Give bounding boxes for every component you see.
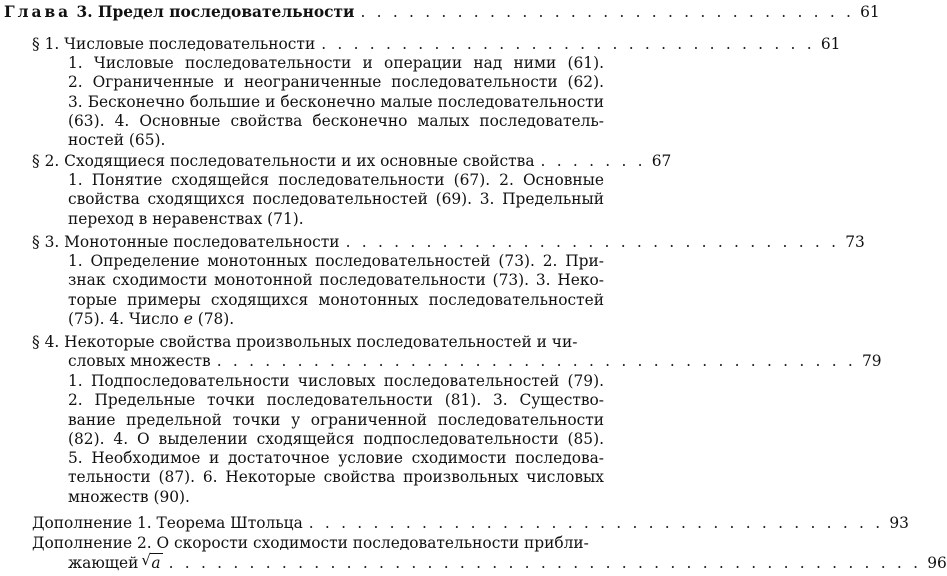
content-line: свойства сходящихся последовательностей (69). 3. Предельный bbox=[68, 190, 604, 209]
appendix-label: Дополнение 2. О скорости сходимости последовательности прибли- bbox=[32, 534, 589, 552]
appendix-page: 93 bbox=[889, 514, 909, 532]
toc-entry-section-4-line-1[interactable] bbox=[32, 333, 636, 352]
toc-entry-section-2[interactable] bbox=[32, 152, 672, 171]
sqrt-argument: a bbox=[151, 554, 161, 572]
sqrt-symbol bbox=[141, 551, 162, 573]
section-1-contents bbox=[68, 54, 604, 150]
chapter-title-row bbox=[4, 3, 354, 22]
content-line: ностей (65). bbox=[68, 131, 166, 150]
content-line: 1. Подпоследовательности числовых последовательностей (79). bbox=[68, 372, 604, 390]
chapter-page: 61 bbox=[860, 3, 880, 21]
chapter-heading[interactable] bbox=[4, 3, 880, 22]
content-line: (63). 4. Основные свойства бесконечно малых последователь- bbox=[68, 111, 604, 130]
content-line: 2. Предельные точки последовательности (81). 3. Существо- bbox=[68, 391, 604, 410]
content-line: переход в неравенствах (71). bbox=[68, 209, 304, 228]
toc-entry-appendix-1[interactable] bbox=[32, 514, 909, 533]
section-page: 73 bbox=[845, 233, 865, 251]
content-line: тельности (87). 6. Некоторые свойства произвольных числовых bbox=[68, 468, 604, 487]
section-label: § 1. Числовые последовательности bbox=[32, 35, 316, 53]
content-line: (82). 4. О выделении сходящейся подпоследовательности (85). bbox=[68, 429, 604, 448]
section-label: § 2. Сходящиеся последовательности и их основные свойства bbox=[32, 152, 535, 170]
section-4-contents bbox=[68, 372, 604, 507]
appendix-label: Дополнение 1. Теорема Штольца bbox=[32, 514, 303, 532]
content-line: знак сходимости монотонной последовательности (73). 3. Неко- bbox=[68, 271, 604, 290]
content-line: 2. Ограниченные и неограниченные последовательности (62). bbox=[68, 73, 604, 92]
section-3-contents bbox=[68, 252, 604, 329]
section-2-contents bbox=[68, 171, 604, 229]
appendix-page: 96 bbox=[927, 554, 947, 572]
toc-entry-appendix-2[interactable] bbox=[68, 551, 947, 573]
content-text: (75). 4. Число bbox=[68, 309, 179, 328]
toc-entry-appendix-2-line-1[interactable] bbox=[32, 534, 636, 553]
leader-dots: . . . . . . . . . . . . . . . . . . . . . . . . . . . . . . . bbox=[360, 3, 855, 21]
leader-dots: . . . . . . . . . . . . . . . . . . . . . . . . . . . . . . . . . . . . . . . . . . . . . . . bbox=[168, 554, 922, 572]
chapter-prefix: Глава bbox=[4, 3, 72, 21]
content-line: торые примеры сходящихся монотонных последовательностей bbox=[68, 290, 604, 309]
content-line bbox=[68, 310, 604, 329]
appendix-label-text: жающей bbox=[68, 554, 139, 572]
section-label-cont: словых множеств bbox=[68, 352, 211, 370]
appendix-label-cont bbox=[68, 551, 163, 573]
leader-dots: . . . . . . . . . . . . . . . . . . . . . . . . . . . . . . . . . . . . bbox=[308, 514, 884, 532]
radical-sign-icon: √ bbox=[141, 551, 151, 569]
section-page: 79 bbox=[862, 352, 882, 370]
toc-entry-section-1[interactable] bbox=[32, 35, 841, 54]
toc-entry-section-3[interactable] bbox=[32, 233, 865, 252]
leader-dots: . . . . . . . . . . . . . . . . . . . . . . . . . . . . . . . bbox=[345, 233, 840, 251]
content-text: (78). bbox=[197, 309, 235, 328]
content-line: вание предельной точки у ограниченной последовательности bbox=[68, 410, 604, 429]
chapter-title: 3. Предел последовательности bbox=[76, 3, 355, 21]
content-line: 1. Числовые последовательности и операции над ними (61). bbox=[68, 54, 604, 72]
section-label: § 3. Монотонные последовательности bbox=[32, 233, 340, 251]
euler-number: e bbox=[183, 309, 193, 328]
content-line: 3. Бесконечно большие и бесконечно малые последовательности bbox=[68, 92, 604, 111]
content-line: 1. Понятие сходящейся последовательности (67). 2. Основные bbox=[68, 171, 604, 189]
leader-dots: . . . . . . . . . . . . . . . . . . . . . . . . . . . . . . . bbox=[321, 35, 815, 53]
content-line: множеств (90). bbox=[68, 487, 190, 506]
leader-dots: . . . . . . . bbox=[540, 152, 646, 170]
toc-entry-section-4[interactable] bbox=[68, 352, 882, 371]
section-page: 61 bbox=[820, 35, 841, 53]
content-line: 1. Определение монотонных последовательностей (73). 2. При- bbox=[68, 252, 604, 270]
leader-dots: . . . . . . . . . . . . . . . . . . . . . . . . . . . . . . . . . . . . . . . . bbox=[216, 352, 857, 370]
section-page: 67 bbox=[651, 152, 672, 170]
section-label: § 4. Некоторые свойства произвольных последовательностей и чи- bbox=[32, 333, 578, 351]
content-line: 5. Необходимое и достаточное условие сходимости последова- bbox=[68, 449, 604, 468]
